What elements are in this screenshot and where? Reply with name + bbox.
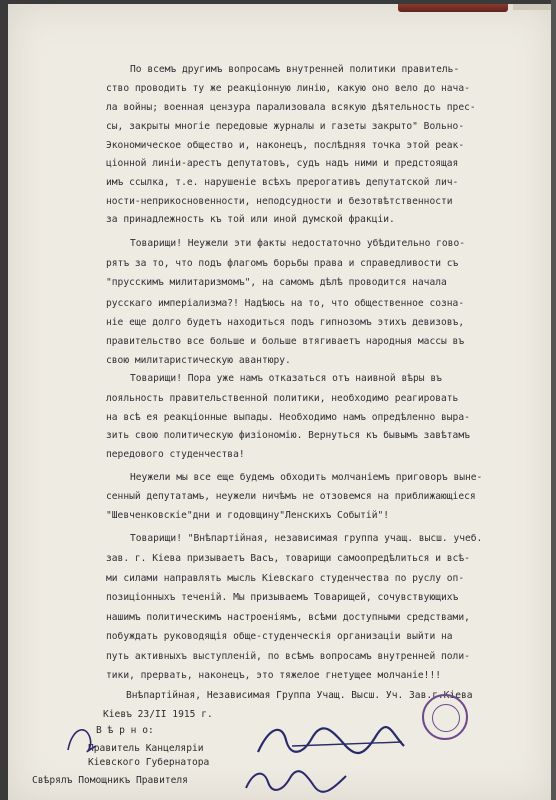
text-line: лояльность правительственной политики, необходимо реагировать [106, 393, 459, 404]
place-and-date: Кіевъ 23/II 1915 г. [103, 709, 213, 720]
text-line: ніе еще долго будетъ находиться подъ гипнозомъ этихъ девизовъ, [106, 317, 465, 328]
text-line: ціонной линіи-арестъ депутатовъ, судъ надъ ними и предстоящая [106, 158, 459, 169]
text-line: путь активныхъ выступленій, по всѣмъ вопросамъ внутренней поли- [106, 651, 470, 662]
text-line: рятъ за то, что подъ флагомъ борьбы права и справедливости съ [106, 258, 459, 269]
text-line: ности-неприкосновенности, неподсудности и безотвѣтственности [106, 196, 453, 207]
text-line: сы, закрыты многіе передовые журналы и газеты закрыто" Вольно- [106, 121, 465, 132]
text-line: Товарищи! Пора уже намъ отказаться отъ наивной вѣры въ [130, 373, 442, 384]
group-signature-line: Внѣпартійная, Независимая Группа Учащ. Высш. Уч. Зав.г.Кіева [126, 690, 473, 701]
text-line: Товарищи! "Внѣпартійная, независимая группа учащ. высш. учеб. [130, 533, 483, 544]
bottom-verification-line: Свѣрялъ Помощникъ Правителя [32, 775, 188, 786]
document-page [8, 4, 554, 800]
text-line: ла войны; военная цензура парализовала всякую дѣятельность прес- [106, 102, 476, 113]
text-line: ство проводить ту же реакціонную линію, какую оно вело до нача- [106, 83, 470, 94]
paper-tab [513, 4, 553, 10]
signature-flourish [62, 720, 102, 760]
text-line: побуждать руководящія обще-студенческія организаціи выйти на [106, 631, 453, 642]
text-line: правительство все больше и больше втягиваетъ народныя массы въ [106, 336, 465, 347]
text-line: нашимъ политическимъ настроеніямъ, всѣми доступными средствами, [106, 612, 470, 623]
text-line: Неужели мы все еще будемъ обходить молчаніемъ приговоръ вынe- [130, 472, 483, 483]
text-line: зав. г. Кіева призываетъ Васъ, товарищи самоопредѣлиться и всѣ- [106, 553, 470, 564]
text-line: Экономическое общество и, наконецъ, послѣдняя точка этой реак- [106, 140, 465, 151]
paper-clip [398, 4, 508, 12]
official-title-line-1: Правитель Канцеляріи [88, 743, 204, 754]
page-edge [551, 0, 556, 800]
text-line: сенный депутатамъ, неужели ничѣмъ не отзовемся на приближающіеся [106, 491, 476, 502]
text-line: Товарищи! Неужели эти факты недостаточно убѣдительно гово- [130, 238, 466, 249]
text-line: свою милитаристическую авантюру. [106, 355, 291, 366]
text-line: зить свою политическую физіономію. Вернуться къ бывымъ завѣтамъ [106, 430, 470, 441]
official-title-line-2: Кіевского Губернатора [88, 757, 210, 768]
text-line: русскаго имперіализма?! Надѣюсь на то, что общественное созна- [106, 298, 465, 309]
text-line: "Шевченковскіе"дни и годовщину"Ленскихъ Событій"! [106, 510, 390, 521]
text-line: позиціонныхъ теченій. Мы призываемъ Товарищей, сочувствующихъ [106, 592, 459, 603]
official-signature [252, 716, 412, 766]
text-line: на всѣ ея реакціонные выпады. Необходимо намъ опредѣленно выра- [106, 412, 470, 423]
text-line: имъ ссылка, т.е. нарушеніе всѣхъ прерогативъ депутатской лич- [106, 177, 459, 188]
text-line: ми силами направлять мысль Кіевскаго студенчества по руслу оп- [106, 573, 465, 584]
assistant-signature [242, 764, 352, 798]
certified-label: В ѣ р н о: [96, 725, 154, 736]
text-line: "прусскимъ милитаризмомъ", на самомъ дѣлѣ проводится начала [106, 277, 447, 288]
text-line: за принадлежность къ той или иной думской фракціи. [106, 214, 395, 225]
text-line: По всемъ другимъ вопросамъ внутренней политики правитель- [130, 64, 460, 75]
text-line: передового студенчества! [106, 449, 245, 460]
text-line: тики, прервать, наконецъ, это тяжелое гнетущее молчаніе!!! [106, 670, 442, 681]
official-seal [422, 694, 468, 740]
